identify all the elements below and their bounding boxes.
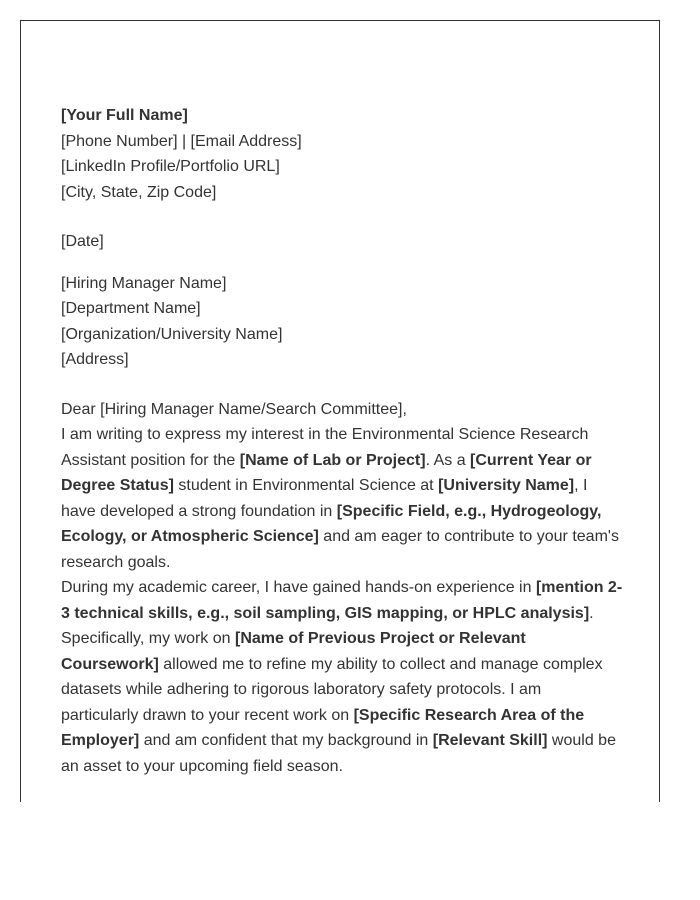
sender-location: [City, State, Zip Code]	[61, 183, 217, 201]
letter-content	[61, 103, 623, 779]
p2-text-1: During my academic career, I have gained hands-on experience in	[61, 579, 536, 596]
recipient-manager: [Hiring Manager Name]	[61, 274, 227, 292]
p1-text-3: student in Environmental Science at	[173, 477, 439, 494]
recipient-department: [Department Name]	[61, 300, 201, 317]
sender-contact: [Phone Number] | [Email Address]	[61, 132, 302, 150]
p1-placeholder-university: [University Name]	[438, 477, 575, 494]
sender-name: [Your Full Name]	[61, 107, 188, 124]
recipient-organization: [Organization/University Name]	[61, 325, 283, 343]
recipient-address: [Address]	[61, 351, 129, 368]
p2-text-5: would be an asset to your upcoming field season.	[61, 732, 616, 775]
p1-text-5: and am eager to contribute to your team's research goals.	[61, 528, 619, 571]
p2-text-3: allowed me to refine my ability to collect and manage complex datasets while adhering to rigorous laboratory safety protocols. I am particularly drawn to your recent work on	[61, 655, 603, 724]
p2-placeholder-research-area: [Specific Research Area of the Employer]	[61, 706, 585, 749]
p1-placeholder-lab: [Name of Lab or Project]	[239, 451, 426, 469]
p2-placeholder-skill: [Relevant Skill]	[432, 732, 548, 749]
sender-linkedin: [LinkedIn Profile/Portfolio URL]	[61, 158, 280, 175]
p1-placeholder-year: [Current Year or Degree Status]	[61, 451, 592, 494]
recipient-block	[61, 271, 623, 373]
p1-text-2: . As a	[425, 451, 471, 469]
salutation-block	[61, 397, 623, 423]
sender-block	[61, 103, 623, 205]
p2-placeholder-project: [Name of Previous Project or Relevant Coursework]	[61, 630, 526, 673]
p2-text-4: and am confident that my background in	[139, 732, 433, 749]
p2-text-2: . Specifically, my work on	[61, 604, 594, 647]
p1-text-1: I am writing to express my interest in the Environmental Science Research Assistant position for the	[61, 426, 589, 469]
paragraph-intro	[61, 422, 623, 575]
p1-placeholder-field: [Specific Field, e.g., Hydrogeology, Ecology, or Atmospheric Science]	[61, 502, 602, 545]
letter-date: [Date]	[61, 233, 104, 250]
p1-text-4: , I have developed a strong foundation in	[61, 477, 588, 520]
p2-placeholder-skills: [mention 2-3 technical skills, e.g., soil sampling, GIS mapping, or HPLC analysis]	[61, 579, 623, 622]
salutation: Dear [Hiring Manager Name/Search Committee],	[61, 400, 407, 418]
letter-page	[20, 20, 660, 802]
date-block	[61, 229, 623, 255]
paragraph-experience	[61, 575, 623, 779]
